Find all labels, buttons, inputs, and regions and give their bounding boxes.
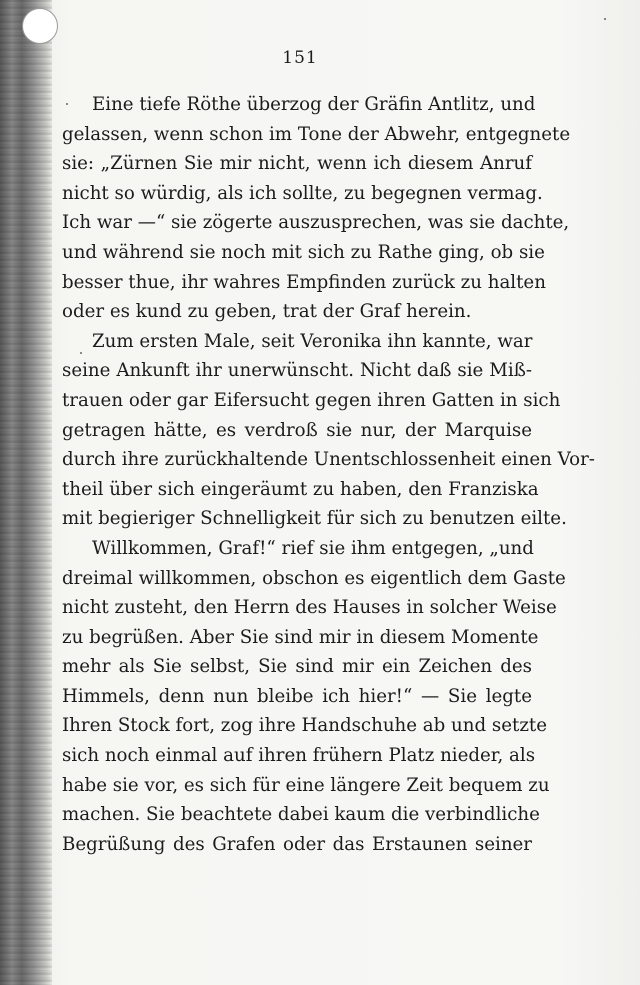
text-line: Ihren Stock fort, zog ihre Handschuhe ab und setzte — [62, 715, 547, 737]
text-line: Begrüßung des Grafen oder das Erstaunen seiner — [62, 833, 532, 855]
text-line: zu begrüßen. Aber Sie sind mir in diesem Momente — [62, 626, 539, 648]
text-line: nicht zusteht, den Herrn des Hauses in solcher Weise — [62, 597, 557, 619]
scan-speck — [80, 352, 82, 354]
text-line: Himmels, denn nun bleibe ich hier!“ — Sie legte — [62, 685, 532, 707]
text-line: machen. Sie beachtete dabei kaum die verbindliche — [62, 804, 540, 826]
text-line: gelassen, wenn schon im Tone der Abwehr, entgegnete — [62, 123, 571, 145]
text-line: Willkommen, Graf!“ rief sie ihm entgegen, „und — [92, 537, 534, 559]
text-line: mit begieriger Schnelligkeit für sich zu benutzen eilte. — [62, 508, 567, 530]
text-line: theil über sich eingeräumt zu haben, den Franziska — [62, 478, 539, 500]
text-line: durch ihre zurückhaltende Unentschlossenheit einen Vor- — [62, 449, 595, 471]
page-binding-edge — [0, 0, 52, 985]
text-line: besser thue, ihr wahres Empfinden zurück zu halten — [62, 271, 546, 293]
text-line: Eine tiefe Röthe überzog der Gräfin Antlitz, und — [92, 94, 536, 115]
scan-speck — [66, 103, 68, 105]
punch-hole — [22, 8, 58, 44]
scan-speck — [604, 18, 606, 20]
text-line: oder es kund zu geben, trat der Graf herein. — [62, 301, 472, 323]
text-line: getragen hätte, es verdroß sie nur, der Marquise — [62, 419, 532, 441]
body-text — [62, 90, 595, 859]
text-line: trauen oder gar Eifersucht gegen ihren Gatten in sich — [62, 389, 561, 411]
text-line: Zum ersten Male, seit Veronika ihn kannte, war — [92, 330, 533, 352]
text-line: sich noch einmal auf ihren frühern Platz nieder, als — [62, 745, 536, 767]
text-line: habe sie vor, es sich für eine längere Zeit bequem zu — [62, 774, 550, 796]
text-line: seine Ankunft ihr unerwünscht. Nicht daß sie Miß- — [62, 360, 532, 382]
page-number: 151 — [282, 48, 318, 68]
text-line: nicht so würdig, als ich sollte, zu begegnen vermag. — [62, 182, 543, 204]
text-line: und während sie noch mit sich zu Rathe ging, ob sie — [62, 241, 545, 263]
text-line: Ich war —“ sie zögerte auszusprechen, was sie dachte, — [62, 212, 570, 234]
text-line: sie: „Zürnen Sie mir nicht, wenn ich diesem Anruf — [62, 153, 532, 175]
text-line: dreimal willkommen, obschon es eigentlich dem Gaste — [62, 567, 566, 589]
text-line: mehr als Sie selbst, Sie sind mir ein Zeichen des — [62, 656, 532, 678]
